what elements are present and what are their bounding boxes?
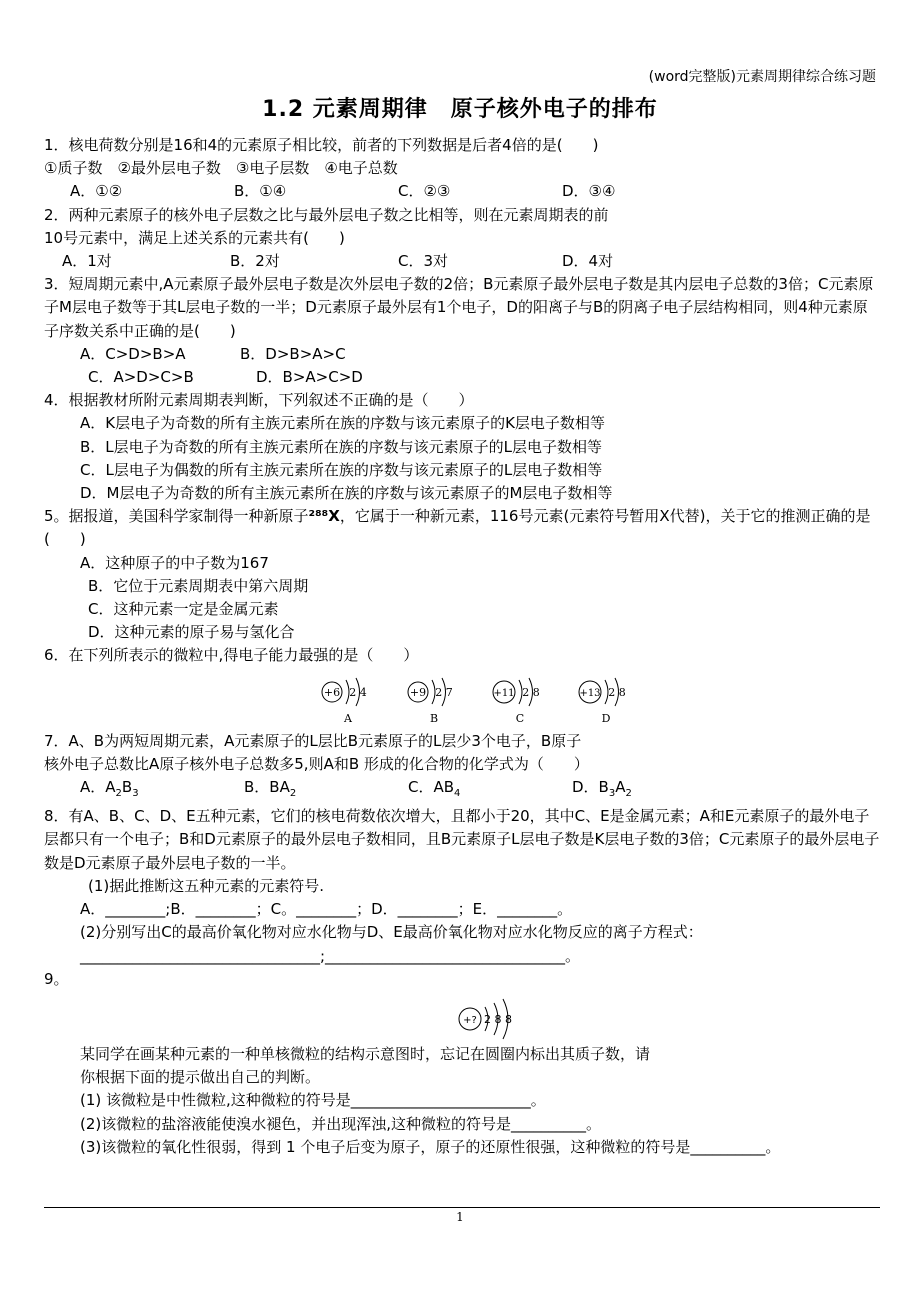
atom-nucleus: +13 — [579, 687, 601, 699]
q5-option-a: A．这种原子的中子数为167 — [80, 553, 269, 572]
question-body — [44, 134, 880, 1159]
q1-option-b: B．①④ — [234, 182, 287, 201]
q9-desc-1: 某同学在画某种元素的一种单核微粒的结构示意图时，忘记在圆圈内标出其质子数，请 — [80, 1044, 651, 1063]
atom-structure-icon — [574, 672, 638, 712]
q9-label: 9。 — [44, 969, 69, 988]
q4-option-a: A．K层电子为奇数的所有主族元素所在族的序数与该元素原子的K层电子数相等 — [80, 414, 605, 433]
ion-shells: 2 8 8 — [484, 1012, 512, 1026]
page-number: 1 — [456, 1210, 464, 1224]
atom-label: D — [601, 711, 611, 725]
q5-option-d: D．这种元素的原子易与氢化合 — [88, 623, 295, 642]
page-title: 1.2 元素周期律 原子核外电子的排布 — [262, 97, 658, 122]
q3-stem: 3．短周期元素中,A元素原子最外层电子数是次外层电子数的2倍；B元素原子最外层电子数是其内层电子总数的3倍；C元素原子M层电子数等于其L层电子数的一半；D元素原子最外层有1个电子，D的阳离子与B的阴离子电子层结构相同，则4种元素原子序数关系中正确的是( ) — [44, 275, 874, 340]
atom-diagram-d — [574, 672, 638, 730]
q8-sub-2: (2)分别写出C的最高价氧化物对应水化物与D、E最高价氧化物对应水化物反应的离子方程式： — [80, 923, 703, 942]
q7-stem-1: 7．A、B为两短周期元素，A元素原子的L层比B元素原子的L层少3个电子，B原子 — [44, 731, 582, 750]
q3-option-c: C．A>D>C>B — [88, 368, 194, 387]
atom-structure-icon — [402, 672, 466, 712]
atom-diagram-b — [402, 672, 466, 730]
ion-nucleus: +? — [463, 1014, 477, 1026]
atom-nucleus: +11 — [493, 687, 515, 699]
q9-desc-2: 你根据下面的提示做出自己的判断。 — [80, 1068, 321, 1087]
doc-header: (word完整版)元素周期律综合练习题 — [648, 69, 876, 85]
atom-diagram-c — [488, 672, 552, 730]
q1-options — [44, 180, 880, 203]
q3-option-a: A．C>D>B>A — [80, 344, 186, 363]
q3-option-d: D．B>A>C>D — [256, 368, 363, 387]
atom-structure-icon — [316, 672, 380, 712]
q4-option-c: C．L层电子为偶数的所有主族元素所在族的序数与该元素原子的L层电子数相等 — [80, 460, 603, 479]
q9-sub-1: (1) 该微粒是中性微粒,这种微粒的符号是________________________。 — [80, 1091, 546, 1110]
q3-options-cd — [44, 366, 880, 389]
q8-stem: 8．有A、B、C、D、E五种元素，它们的核电荷数依次增大，且都小于20，其中C、E是金属元素；A和E元素原子的最外电子层都只有一个电子；B和D元素原子的最外层电子数相同，且B元素原子L层电子数是K层电子数的3倍；C元素原子的最外层电子数是D元素原子最外层电子数的一半。 — [44, 807, 880, 872]
q8-blanks-1[interactable]: A．________;B．________；C。________；D．________；E．________。 — [80, 900, 573, 919]
q2-option-b: B．2对 — [230, 252, 280, 271]
atom-shells: 2 8 — [522, 685, 540, 699]
q4-option-d: D．M层电子为奇数的所有主族元素所在族的序数与该元素原子的M层电子数相等 — [80, 484, 613, 503]
q1-items: ①质子数 ②最外层电子数 ③电子层数 ④电子总数 — [44, 159, 398, 178]
q5-stem-b: ，它属于一种新元素，116号元素(元素符号暂用X代替)，关于它的推测正确的是( ) — [44, 507, 871, 549]
q1-stem: 1．核电荷数分别是16和4的元素原子相比较，前者的下列数据是后者4倍的是( ) — [44, 136, 599, 154]
q9-sub-3: (3)该微粒的氧化性很弱，得到 1 个电子后变为原子，原子的还原性很强，这种微粒的符号是__________。 — [80, 1137, 781, 1156]
q5-stem — [44, 505, 880, 551]
q9-sub-2: (2)该微粒的盐溶液能使溴水褪色，并出现浑浊,这种微粒的符号是__________。 — [80, 1114, 602, 1133]
q1-option-a: A．①② — [70, 182, 123, 201]
q9-ion-diagram — [104, 991, 880, 1043]
q7-option-c: C．$AB_4$ — [408, 778, 461, 800]
footer-divider — [44, 1207, 880, 1208]
atom-nucleus: +6 — [323, 685, 341, 699]
ion-structure-icon — [452, 991, 532, 1043]
q4-option-b: B．L层电子为奇数的所有主族元素所在族的序数与该元素原子的L层电子数相等 — [80, 437, 603, 456]
atom-nucleus: +9 — [409, 685, 427, 699]
atom-diagram-a — [316, 672, 380, 730]
q7-options — [44, 776, 880, 805]
q8-sub-1: (1)据此推断这五种元素的元素符号. — [88, 876, 325, 895]
q3-option-b: B．D>B>A>C — [240, 344, 346, 363]
atom-shells: 2 8 — [608, 685, 626, 699]
q3-options-ab — [44, 343, 880, 366]
q2-option-a: A．1对 — [62, 252, 112, 271]
q2-stem-2: 10号元素中，满足上述关系的元素共有( ) — [44, 228, 345, 247]
atom-label: A — [344, 711, 352, 725]
q2-options — [44, 250, 880, 273]
q7-option-b: B．$BA_2$ — [244, 778, 297, 800]
atom-label: B — [429, 711, 439, 725]
q2-option-d: D．4对 — [562, 252, 614, 271]
q4-stem: 4．根据教材所附元素周期表判断，下列叙述不正确的是（ ） — [44, 391, 474, 410]
q6-stem: 6．在下列所表示的微粒中,得电子能力最强的是（ ） — [44, 646, 419, 665]
q8-blanks-2[interactable]: ________________________________;________________________________。 — [80, 946, 581, 965]
q7-option-a: A．$A_2B_3$ — [80, 778, 139, 800]
q5-option-c: C．这种元素一定是金属元素 — [88, 600, 279, 619]
atom-shells: 2 4 — [349, 685, 367, 699]
q1-option-d: D．③④ — [562, 182, 616, 201]
q6-atom-diagrams — [74, 672, 880, 730]
q2-option-c: C．3对 — [398, 252, 449, 271]
q2-stem-1: 2．两种元素原子的核外电子层数之比与最外层电子数之比相等，则在元素周期表的前 — [44, 205, 609, 224]
q5-nuclide: ²⁸⁸X — [308, 507, 340, 526]
q1-option-c: C．②③ — [398, 182, 451, 201]
q7-stem-2: 核外电子总数比A原子核外电子总数多5,则A和B 形成的化合物的化学式为（ ） — [44, 754, 589, 773]
atom-shells: 2 7 — [435, 685, 453, 699]
atom-structure-icon — [488, 672, 552, 712]
atom-label: C — [515, 711, 525, 725]
q5-stem-a: 5。据报道，美国科学家制得一种新原子 — [44, 507, 309, 526]
q7-option-d: D．$B_3A_2$ — [572, 778, 632, 800]
q5-option-b: B．它位于元素周期表中第六周期 — [88, 576, 309, 595]
